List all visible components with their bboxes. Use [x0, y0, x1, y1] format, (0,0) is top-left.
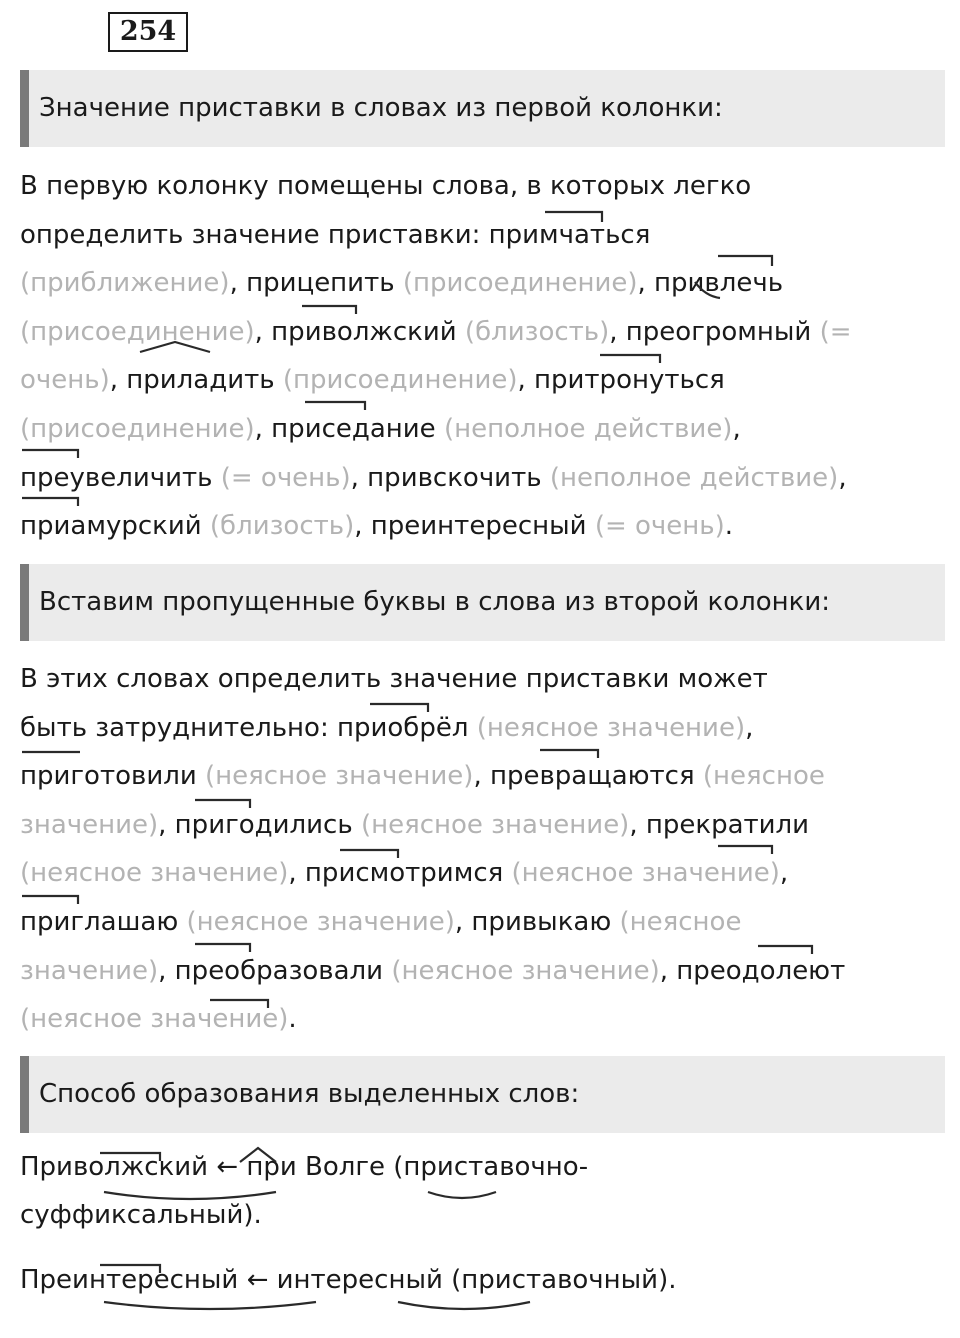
meaning-note: (близость)	[464, 316, 610, 347]
meaning-note: (неполное действие)	[443, 413, 733, 444]
root-arc	[104, 1302, 316, 1309]
meaning-note: (неясное	[702, 761, 825, 792]
text-run: определить значение приставки: примчаться	[20, 219, 651, 250]
text-run: .	[724, 511, 734, 542]
meaning-note: (неясное значение)	[20, 858, 289, 889]
text-line	[20, 898, 945, 947]
text-line	[20, 502, 945, 551]
text-run: ,	[732, 413, 741, 444]
section2-text	[20, 655, 945, 1044]
derivation-line-1: Приволжский ← при Волге (приставочно-	[20, 1152, 589, 1182]
section2-heading: Вставим пропущенные буквы в слова из второй колонки:	[20, 564, 945, 641]
section1-text	[20, 162, 945, 551]
text-run: преувеличить	[20, 462, 221, 493]
text-line	[20, 259, 945, 308]
root-arc	[104, 1192, 276, 1199]
meaning-note: (неясное значение)	[391, 955, 660, 986]
meaning-note: (неясное значение)	[20, 1004, 289, 1035]
meaning-note: (присоединение)	[20, 316, 255, 347]
text-run: , привскочить	[350, 462, 550, 493]
text-line	[20, 849, 945, 898]
text-line	[20, 162, 945, 211]
meaning-note: (неясное значение)	[476, 712, 746, 743]
meaning-note: (=	[819, 316, 852, 347]
text-run: приамурский	[20, 511, 210, 542]
meaning-note: (присоединение)	[402, 268, 638, 299]
text-line	[20, 308, 945, 357]
text-line	[20, 356, 945, 405]
meaning-note: (неясное значение)	[205, 761, 474, 792]
exercise-number: 254	[108, 12, 188, 52]
meaning-note: (неясное значение)	[360, 809, 630, 840]
text-run: ,	[779, 858, 789, 889]
text-run: , преинтересный	[354, 511, 595, 542]
meaning-note: (присоединение)	[282, 365, 518, 396]
meaning-note: (неясное	[619, 906, 742, 937]
text-run: , приладить	[109, 365, 283, 396]
text-line	[20, 752, 945, 801]
derivation-line-3: Преинтересный ← интересный (приставочный).	[20, 1265, 677, 1295]
root-arc	[398, 1302, 530, 1309]
section3-heading: Способ образования выделенных слов:	[20, 1056, 945, 1133]
meaning-note: значение)	[20, 809, 159, 840]
text-run: , превращаются	[473, 761, 703, 792]
text-run: приглашаю	[20, 906, 187, 937]
meaning-note: (= очень)	[220, 462, 351, 493]
text-run: , преобразовали	[158, 955, 392, 986]
text-run: , прекратили	[629, 809, 810, 840]
meaning-note: значение)	[20, 955, 159, 986]
text-run: быть затруднительно: приобрёл	[20, 712, 477, 743]
text-run: .	[288, 1004, 297, 1035]
meaning-note: (неполное действие)	[549, 462, 839, 493]
meaning-note: (неясное значение)	[186, 906, 455, 937]
text-run: ,	[745, 712, 754, 743]
section1-heading: Значение приставки в словах из первой колонки:	[20, 70, 945, 147]
text-run: В этих словах определить значение приставки может	[20, 664, 768, 694]
text-line	[20, 704, 945, 753]
text-run: , привыкаю	[454, 906, 620, 937]
text-run: , притронуться	[517, 365, 725, 396]
text-line	[20, 995, 945, 1044]
text-run: , присмотримся	[288, 858, 512, 889]
text-line	[20, 211, 945, 260]
text-run: , пригодились	[158, 809, 361, 840]
derivation-line-2: суффиксальный).	[20, 1200, 262, 1230]
text-run: приготовили	[20, 761, 206, 792]
meaning-note: (приближение)	[20, 268, 230, 299]
text-run: , приволжский	[254, 316, 465, 347]
text-line	[20, 947, 945, 996]
text-line	[20, 655, 945, 704]
meaning-note: (присоединение)	[20, 413, 255, 444]
meaning-note: (= очень)	[594, 511, 725, 542]
text-run: , приседание	[254, 413, 444, 444]
text-run: , прицепить	[229, 268, 403, 299]
text-line	[20, 454, 945, 503]
meaning-note: (неясное значение)	[511, 858, 780, 889]
meaning-note: очень)	[20, 365, 110, 396]
text-run: , преодолеют	[659, 955, 846, 986]
meaning-note: (близость)	[209, 511, 355, 542]
text-line	[20, 801, 945, 850]
text-run: , преогромный	[609, 316, 820, 347]
root-arc	[428, 1192, 496, 1198]
text-line	[20, 405, 945, 454]
text-run: , привлечь	[637, 268, 784, 299]
text-run: В первую колонку помещены слова, в которых легко	[20, 171, 752, 201]
text-run: ,	[838, 462, 847, 493]
